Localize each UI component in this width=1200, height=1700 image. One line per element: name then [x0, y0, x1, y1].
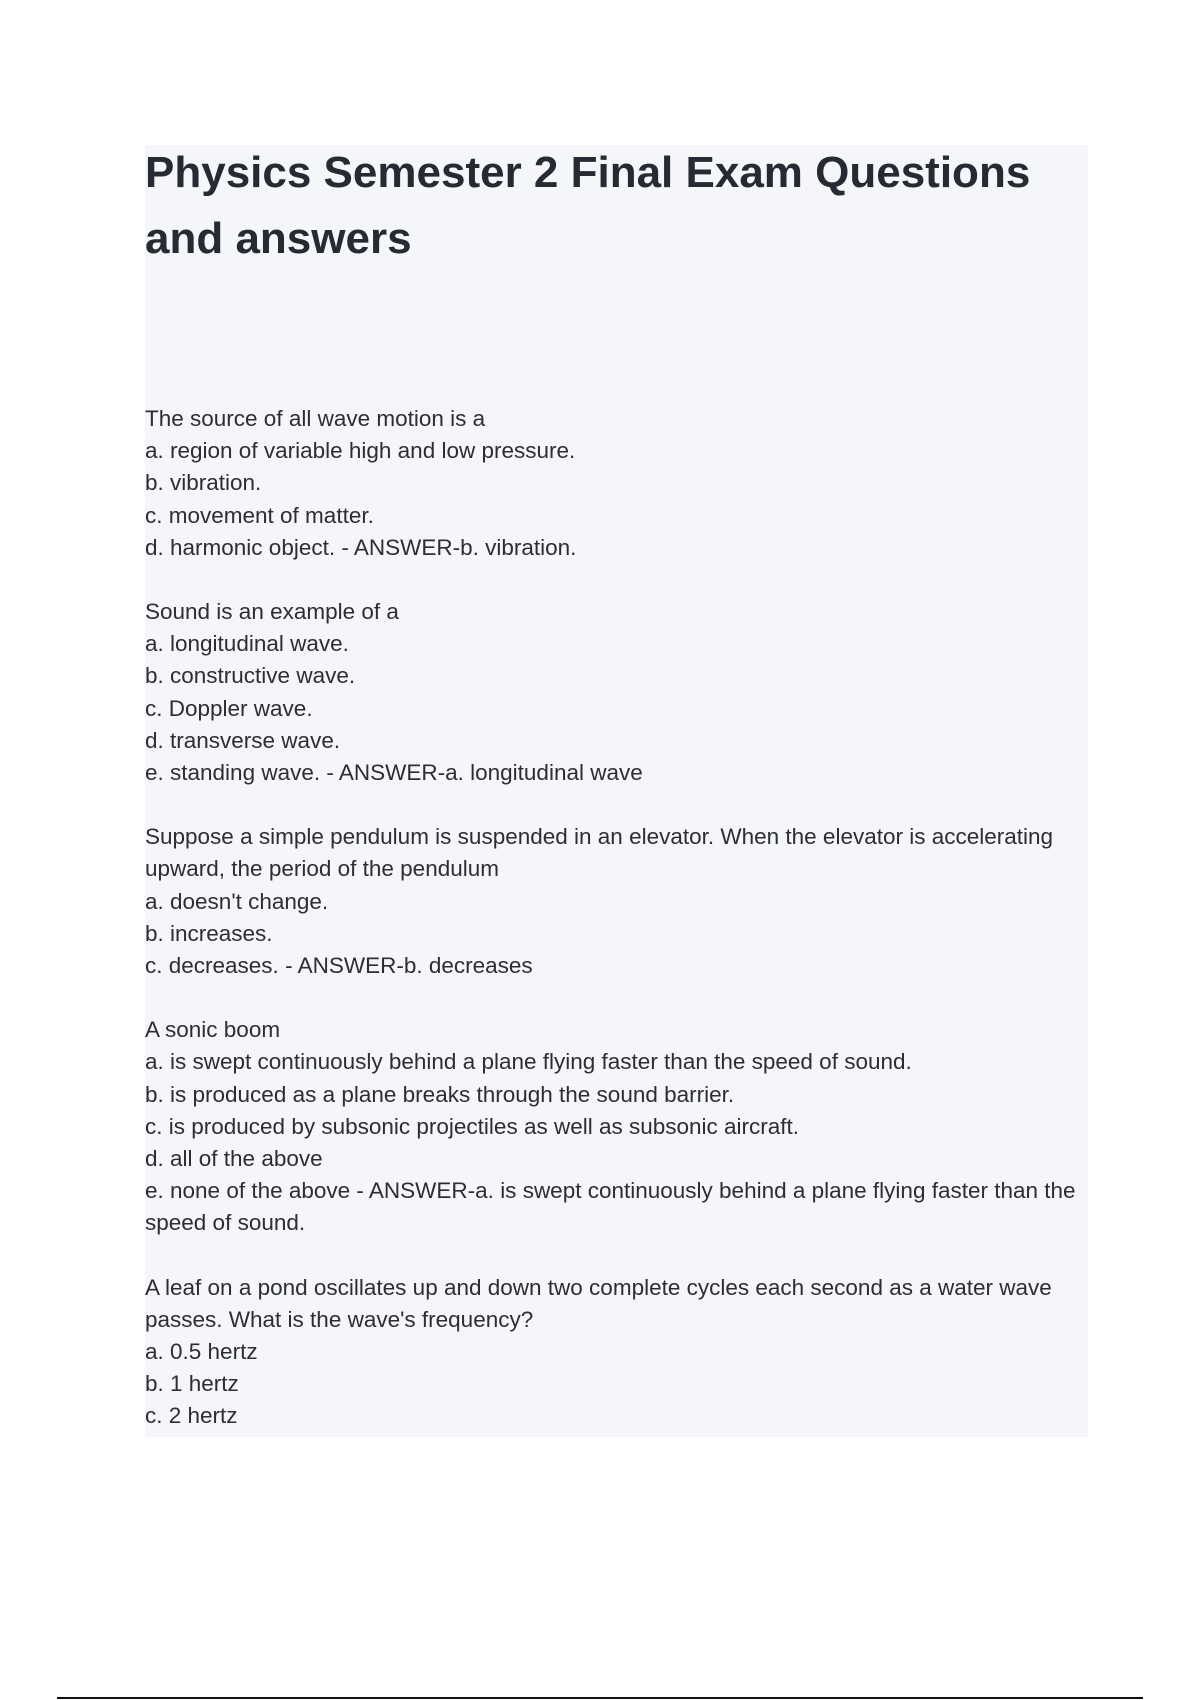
answer-option: d. transverse wave. [145, 727, 341, 753]
answer-option: b. is produced as a plane breaks through the sound barrier. [145, 1081, 735, 1107]
answer-option: b. constructive wave. [145, 663, 356, 689]
answer-option: d. all of the above [145, 1146, 323, 1172]
answer-option-with-answer: e. standing wave. - ANSWER-a. longitudinal wave [145, 760, 643, 786]
question-list [145, 403, 1085, 1465]
question-item-4 [145, 1014, 1085, 1239]
answer-option: a. longitudinal wave. [145, 631, 349, 657]
answer-option: c. Doppler wave. [145, 695, 313, 721]
answer-option: b. vibration. [145, 470, 262, 496]
answer-option: b. 1 hertz [145, 1371, 239, 1397]
question-item-3 [145, 821, 1085, 982]
question-item-1 [145, 403, 1085, 564]
answer-option: c. is produced by subsonic projectiles as well as subsonic aircraft. [145, 1113, 800, 1139]
answer-option: b. increases. [145, 920, 273, 946]
question-text: Suppose a simple pendulum is suspended in an elevator. When the elevator is accelerating upward, the period of the pendulum [145, 824, 1054, 882]
question-text: A leaf on a pond oscillates up and down two complete cycles each second as a water wave passes. What is the wave's frequency? [145, 1274, 1052, 1332]
question-text: A sonic boom [145, 1017, 281, 1043]
question-item-2 [145, 596, 1085, 789]
answer-option-with-answer: d. harmonic object. - ANSWER-b. vibration. [145, 534, 577, 560]
question-text: The source of all wave motion is a [145, 406, 486, 431]
answer-option: a. doesn't change. [145, 888, 329, 914]
answer-option-with-answer: e. none of the above - ANSWER-a. is swept continuously behind a plane flying faster than the speed of sound. [145, 1178, 1076, 1236]
question-item-5 [145, 1272, 1085, 1433]
answer-option: a. region of variable high and low pressure. [145, 438, 576, 464]
answer-option: a. 0.5 hertz [145, 1339, 258, 1365]
page-bottom-divider [57, 1697, 1143, 1699]
answer-option: c. 2 hertz [145, 1403, 238, 1429]
document-title: Physics Semester 2 Final Exam Questions and answers [145, 148, 1031, 263]
question-text: Sound is an example of a [145, 599, 399, 625]
answer-option-with-answer: c. decreases. - ANSWER-b. decreases [145, 953, 533, 979]
answer-option: c. movement of matter. [145, 502, 374, 528]
answer-option: a. is swept continuously behind a plane flying faster than the speed of sound. [145, 1049, 912, 1075]
